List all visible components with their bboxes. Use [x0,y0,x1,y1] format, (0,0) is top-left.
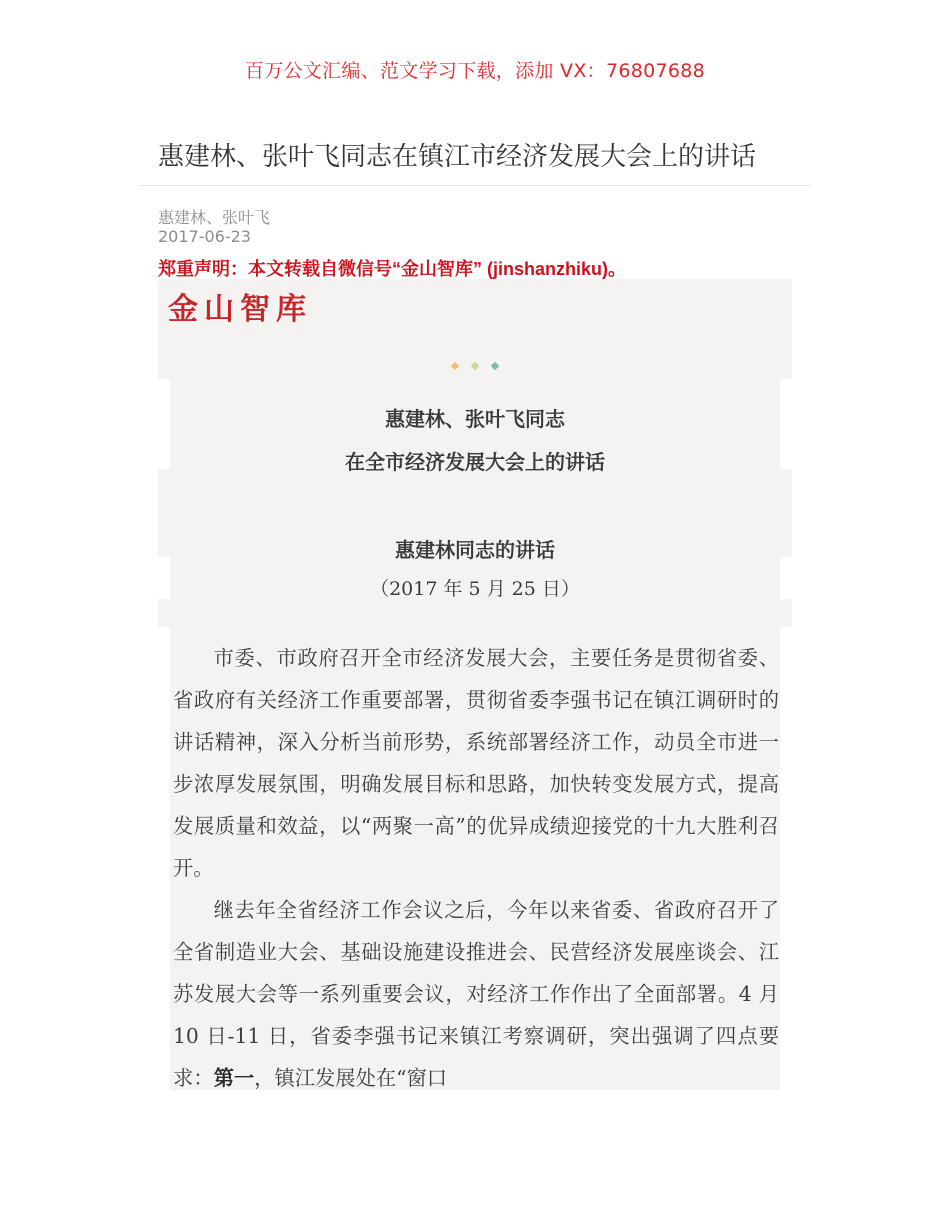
article-date: 2017-06-23 [158,227,251,246]
body-emphasis-first: 第一 [213,1066,255,1090]
article-body [173,637,779,1099]
decorative-dots [452,361,502,371]
article-title: 惠建林、张叶飞同志在镇江市经济发展大会上的讲话 [158,142,757,172]
body-paragraph-2-cont: ，镇江发展处在“窗口 [254,1066,448,1090]
speech-subtitle: 惠建林同志的讲话 [395,538,555,562]
speech-date: （2017 年 5 月 25 日） [370,578,580,600]
article-panel-mid-4 [158,599,792,627]
body-paragraph-1: 市委、市政府召开全市经济发展大会，主要任务是贯彻省委、省政府有关经济工作重要部署，贯彻省委李强书记在镇江调研时的讲话精神，深入分析当前形势，系统部署经济工作，动员全市进一步浓厚发展氛围，明确发展目标和思路，加快转变发展方式，提高发展质量和效益，以“两聚一高”的优异成绩迎接党的十九大胜利召开。 [173,646,779,880]
diamond-dot-icon [471,362,479,370]
body-paragraph-2-start: 继去年全省经济工作会议之后，今年以来省委、省政府召开了全省制造业大会、基础设施建设推进会、民营经济发展座谈会、江苏发展大会等一系列重要会议，对经济工作作出了全面部署。4 月 10 日-11 日，省委李强书记来镇江考察调研，突出强调了四点要求： [173,898,779,1090]
speech-title-line-1: 惠建林、张叶飞同志 [385,407,565,431]
article-author: 惠建林、张叶飞 [158,208,271,227]
diamond-dot-icon [491,362,499,370]
body-paragraph-2 [173,889,779,1099]
title-divider [140,185,810,186]
speech-title-line-2: 在全市经济发展大会上的讲话 [345,450,605,474]
jinshan-brand-logo: 金山智库 [168,292,312,327]
diamond-dot-icon [451,362,459,370]
promo-banner-text: 百万公文汇编、范文学习下载，添加 VX：76807688 [244,60,706,82]
reprint-notice: 郑重声明：本文转载自微信号“金山智库” (jinshanzhiku)。 [158,259,626,279]
